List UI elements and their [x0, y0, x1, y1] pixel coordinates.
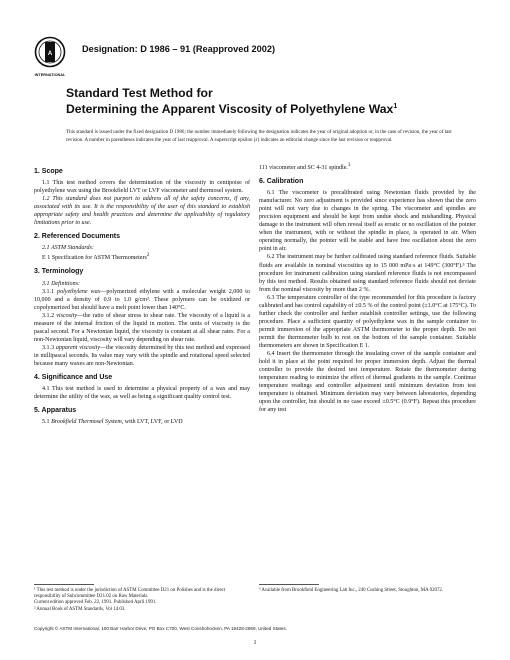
footnote-1: ¹ This test method is under the jurisdiction of ASTM Committee D21 on Polishes and is the direct responsibility of Subcommittee D21.02 on Raw Materials. [34, 588, 226, 600]
footnotes-left [34, 588, 248, 613]
page-number: 1 [253, 640, 257, 646]
def-text: —the viscosity determined by this test method and expressed in millipascal seconds. Its value may vary with the spindle and rotational speed selected because many waxes are non-Newtonian. [34, 344, 251, 367]
copyright: Copyright © ASTM International, 100 Barr Harbor Drive, PO Box C700, West Conshohocken, PA 19428-2959, United States. [34, 626, 287, 631]
paragraph-safety: 1.2 This standard does not purport to address all of the safety concerns, if any, associated with its use. It is the responsibility of the user of this standard to establish appropriate safety and health practices and determine the applicability of regulatory limitations prior to use. [34, 196, 250, 227]
svg-text:A: A [47, 51, 53, 57]
paragraph: 1.1 This test method covers the determination of the viscosity in centipoise of polyethylene wax using the Brookfield LVT or LVF viscometer and thermosel system. [34, 180, 250, 195]
section-heading: 4. Significance and Use [34, 374, 113, 382]
paragraph: 6.4 Insert the thermometer through the insulating cover of the sample container and hold it in place at the point required for proper immersion depth. Adjust the thermal controller to provide the desired test temperature. Rotate the thermometer during temperature reading to minimize the effect of thermal gradients in the sample. Continue temperature readings and controller adjustment until minimum deviation from test temperature is obtained. Minimum deviation may vary between laboratories, depending upon the controller, but should in no case exceed ±0.5°C (0.9°F). Repeat this procedure for any test [259, 351, 476, 414]
paragraph: 6.2 The instrument may be further calibrated using standard reference fluids. Suitable fluids are available in nominal viscosities up to 15 000 mPa·s at 149°C (300°F).³ The procedure for instrument calibration using standard reference fluids is not encompassed by this test method. Results obtained using standard reference fluids should not deviate from the nominal viscosity by more than 2 %. [259, 254, 476, 293]
footnote-2: ² Annual Book of ASTM Standards, Vol 14.03. [34, 606, 126, 612]
section-heading: 5. Apparatus [34, 407, 77, 415]
def-term: viscosity [56, 312, 78, 319]
astm-logo-icon [34, 36, 66, 80]
standard-label: Standard Test Method for [66, 86, 213, 100]
section-heading: 3. Terminology [34, 268, 84, 276]
def-number: 3.1.2 [42, 312, 57, 319]
right-column [259, 162, 476, 414]
def-text: —the ratio of shear stress to shear rate. The viscosity of a liquid is a measure of the internal friction of the liquid in motion. The units of viscosity is the pascal second. For a Newtonian liquid, the viscosity is constant at all shear rates. For a non-Newtonian liquid, viscosity will vary depending on shear rate. [34, 312, 250, 343]
footnotes-right [259, 588, 476, 594]
para-number: 5.1 [42, 419, 52, 426]
reference-text: E 1 Specification for ASTM Thermometers [42, 255, 147, 262]
def-term: apparent viscosity [55, 344, 101, 351]
title-text: Determining the Apparent Viscosity of Polyethylene Wax [66, 102, 394, 117]
footnote-ref: 2 [146, 253, 150, 259]
section-heading: 6. Calibration [259, 178, 304, 186]
def-text: —polymerized ethylene with a molecular weight 2,000 to 10,000 and a density of 0.9 to 1.0 g/cm³. These polymers can be oxidized or copolymerized but should have a melt point lower than 140°C. [34, 288, 251, 311]
def-term: polyethylene wax [57, 288, 101, 295]
para-text: , with LVT, LVF, or LVD [121, 419, 183, 426]
def-number: 3.1.1 [42, 288, 58, 295]
definition [34, 288, 250, 312]
paragraph: 3.1 Definitions: [42, 280, 80, 287]
paragraph-continued [259, 162, 476, 172]
footnote-ref: 3 [347, 163, 351, 168]
apparatus-term: Brookfield Thermosel System [51, 419, 122, 426]
paragraph: 6.1 The viscometer is precalibrated using Newtonian fluids provided by the manufacturer. No zero adjustment is provided since experience has shown that the zero point will not vary due to changes in the spring. The viscometer and spindles are precision equipment and should be kept from undue shock and mishandling. Physical damage to the instrument will often reveal itself as erratic or no oscillation of the pointer when the instrument, with or without the spindle in place, is operated in air. When operating normally, the pointer will be stable and have free oscillation about the zero point in air. [259, 190, 476, 253]
section-heading: 2. Referenced Documents [34, 233, 120, 241]
paragraph: 6.3 The temperature controller of the type recommended for this procedure is factory calibrated and has control capability of ±0.5 % of the control point (±1.0°C at 175°C). To further check the controller and further establish controller settings, use the following procedure. Place a sufficient quantity of polyethylene wax in the sample container to permit immersion of the appropriate ASTM thermometer to the proper depth. Do not permit the thermometer bulb to rest on the bottom of the sample container. Suitable thermometers are shown in Specification E 1. [259, 294, 476, 349]
paragraph [34, 418, 250, 426]
footnote-1b: Current edition approved Feb. 22, 1991. Published April 1991. [34, 600, 157, 606]
issue-note: This standard is issued under the fixed designation D 1986; the number immediately following the designation indicates the year of original adoption or, in the case of revision, the year of last revision. A number in parentheses indicates the year of last reapproval. A superscript epsilon (ε) indicates an editorial change since the last revision or reapproval. [66, 129, 452, 144]
paragraph: 2.1 ASTM Standards: [42, 245, 94, 252]
footnote-divider [259, 584, 319, 585]
footnote-3: ³ Available from Brookfield Engineering Lab Inc., 240 Cushing Street, Stoughton, MA 02072. [259, 588, 444, 593]
document-title [66, 100, 486, 116]
paragraph: 4.1 This test method is used to determine a physical property of a wax and may determine the utility of the wax, as well as being a significant quality control test. [34, 386, 250, 401]
left-column [34, 162, 250, 426]
svg-text:INTERNATIONAL: INTERNATIONAL [34, 73, 66, 77]
definition [34, 312, 250, 344]
footnote-divider [34, 584, 94, 585]
title-footnote-ref: 1 [393, 103, 398, 110]
def-number: 3.1.3 [42, 344, 56, 351]
definition [34, 344, 250, 368]
paragraph [34, 252, 250, 262]
para-text: 111 viscometer and SC 4-31 spindle. [259, 165, 348, 172]
section-heading: 1. Scope [34, 168, 63, 175]
designation: Designation: D 1986 – 91 (Reapproved 2002) [82, 44, 276, 54]
